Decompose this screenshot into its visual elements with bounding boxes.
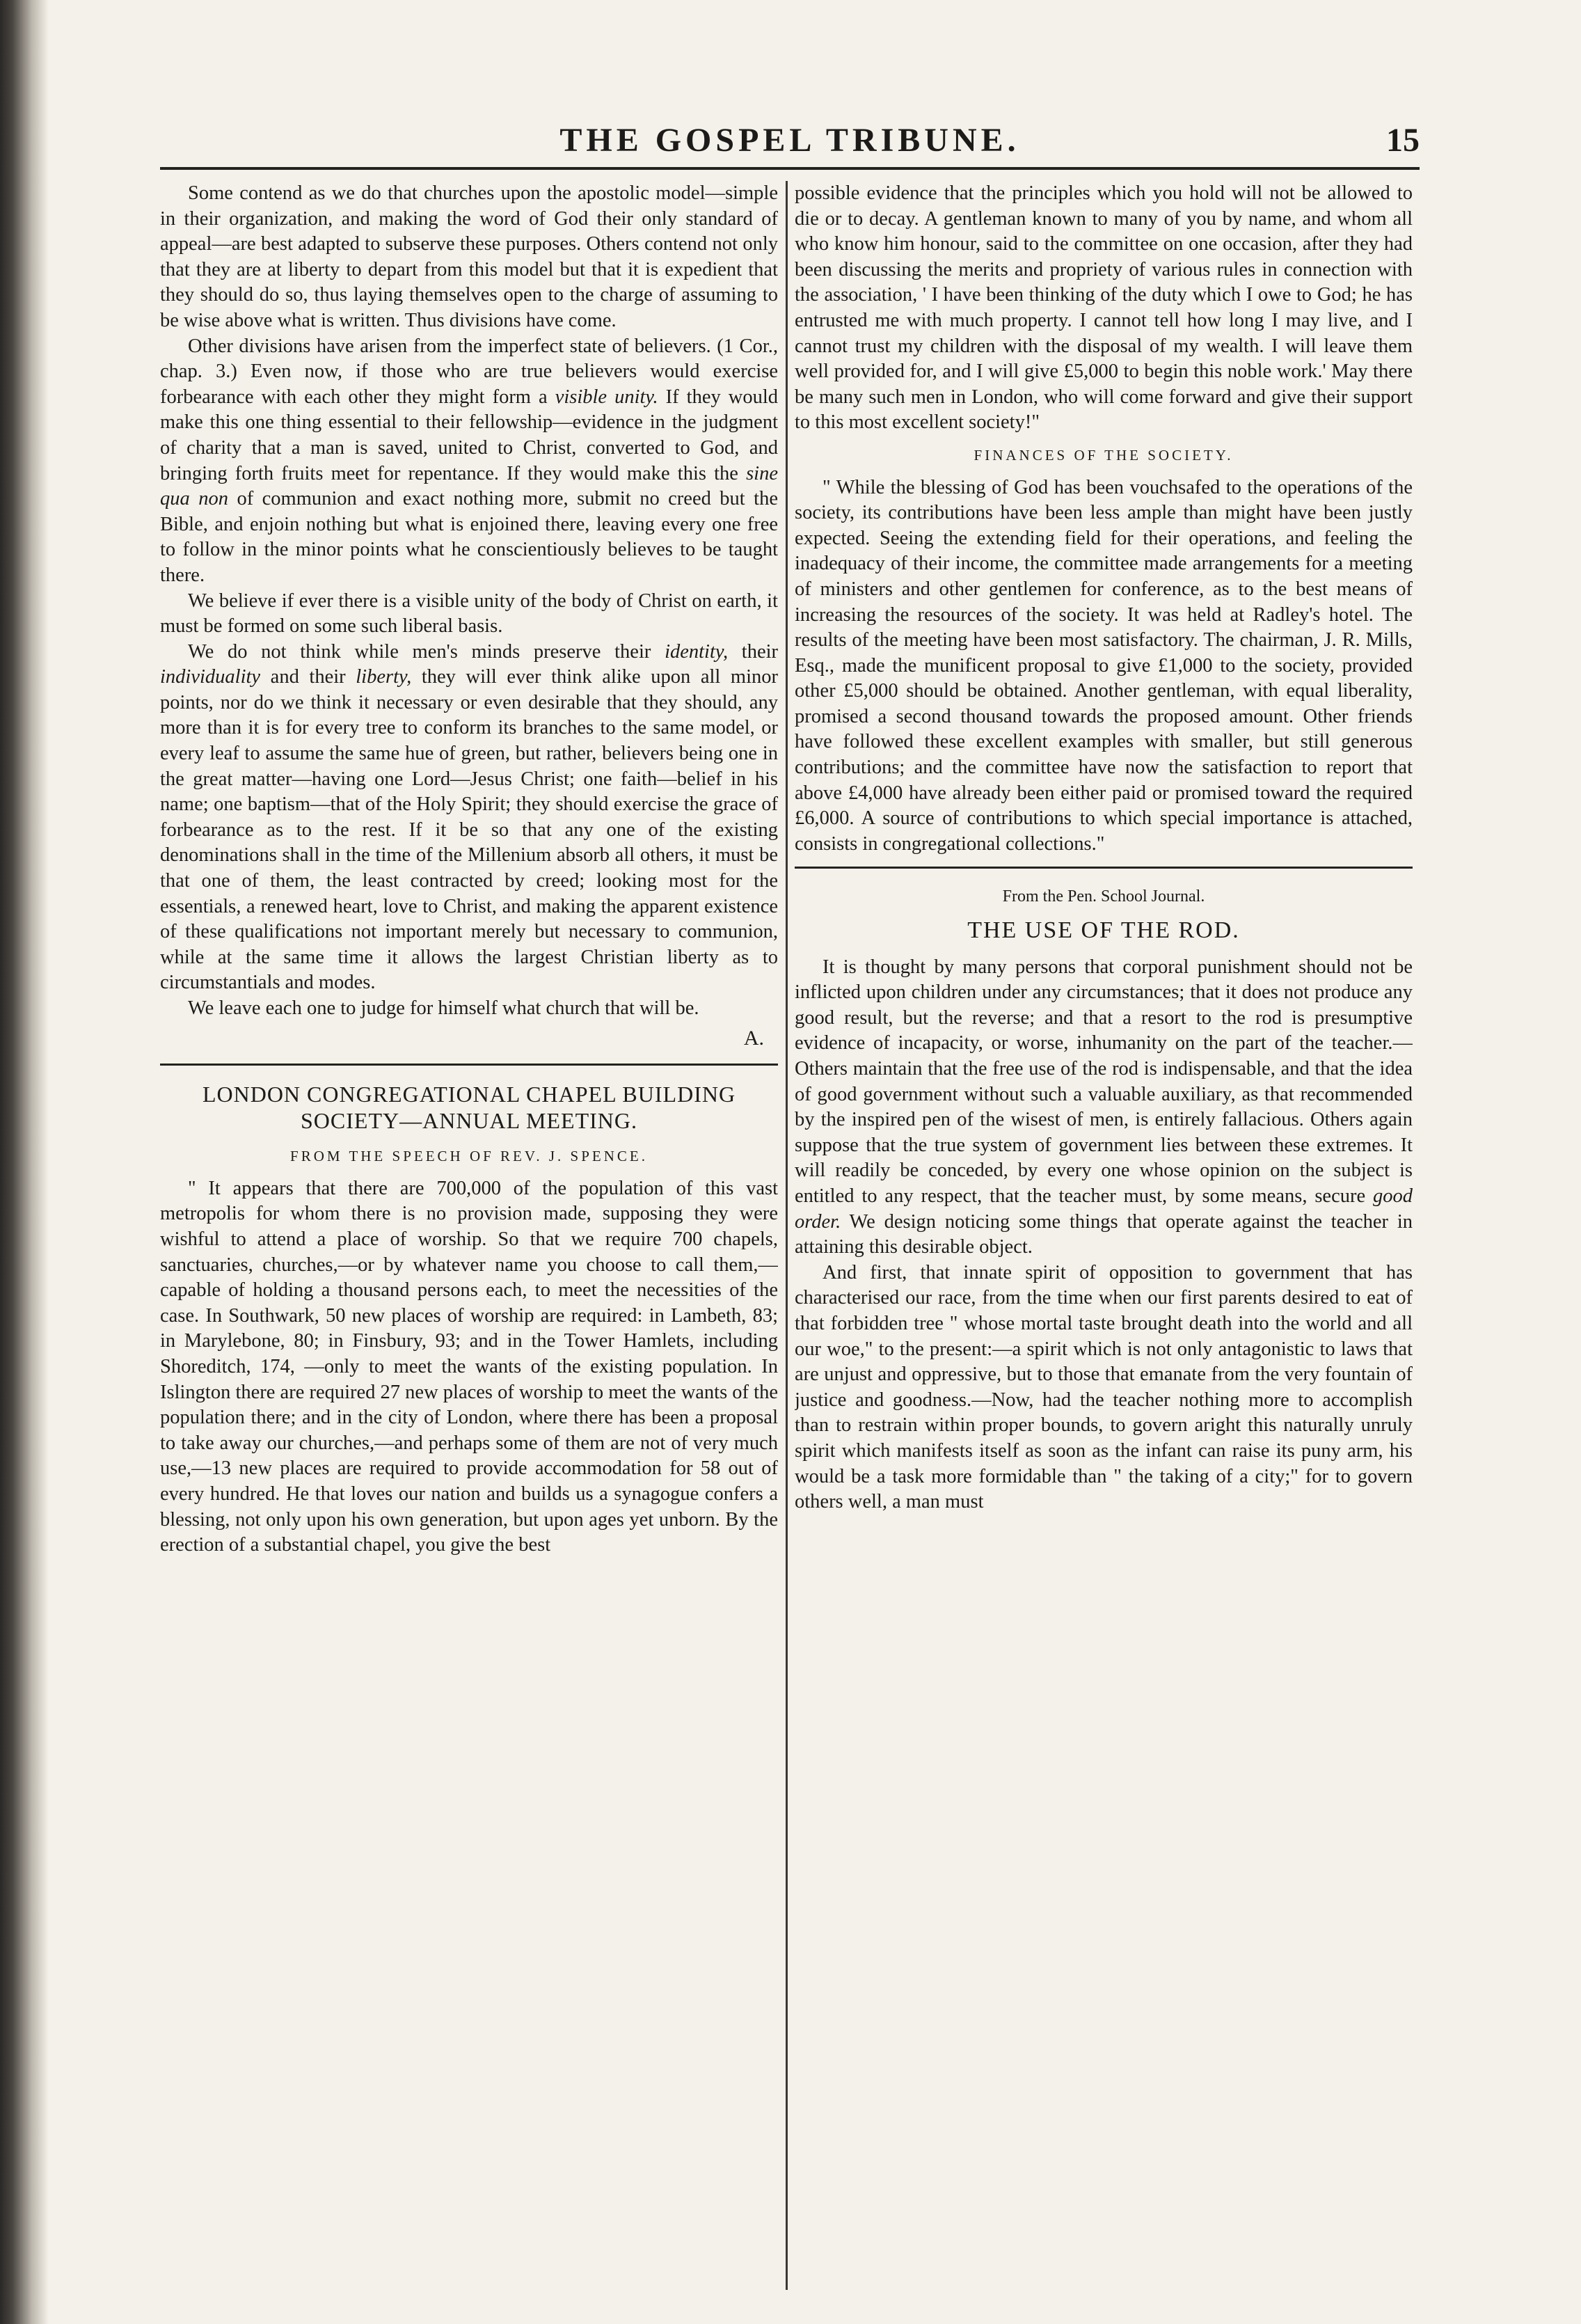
paragraph: It is thought by many persons that corporal punishment should not be inflicted upon children under any circumstances; that it does not produce any good result, but the reverse; and that a resort to the rod is presumptive evidence of incapacity, or worse, inhumanity on the part of the teacher.—Others maintain that the free use of the rod is indispensable, and that the idea of good government without such a valuable auxiliary, as that recommended by the inspired pen of the wisest of men, is entirely fallacious. Others again suppose that the true system of government lies between these extremes. It will readily be conceded, by every one whose opinion on the subject is entitled to any respect, that the teacher must, by some means, secure good order. We design noticing some things that operate against the teacher in attaining this desirable object. (795, 956, 1413, 1258)
section-subhead: FINANCES OF THE SOCIETY. (974, 446, 1234, 464)
page-number: 15 (1386, 122, 1420, 159)
paragraph: We do not think while men's minds preserve their identity, their individuality and their liberty, they will ever think alike upon all minor points, nor do we think it necessary or even desirable that they should, any more than it is for every tree to conform its branches to the same model, or every leaf to assume the same hue of green, but rather, believers being one in the great matter—having one Lord—Jesus Christ; one faith—belief in his name; one baptism—that of the Holy Spirit; they should exercise the grace of forbearance as to the rest. If it be so that any one of the existing denominations shall in the time of the Millenium absorb all others, it must be that one of them, the least contracted by creed; looking most for the essentials, a renewed heart, love to Christ, and making the apparent existence of these qualifications not important merely but necessary to communion, while at the same time it allows the largest Christian liberty as to circumstantials and modes. (160, 640, 778, 994)
italic-text: liberty, (356, 666, 412, 688)
paragraph: Some contend as we do that churches upon the apostolic model—simple in their organization, and making the word of God their only standard of appeal—are best adapted to subserve these purposes. Others contend not only that they are at liberty to depart from this model but that it is expedient that they should do so, thus laying themselves open to the charge of assuming to be wise above what is written. Thus divisions have come. (160, 182, 778, 331)
paragraph: We leave each one to judge for himself what church that will be. (188, 997, 699, 1019)
running-title: THE GOSPEL TRIBUNE. (559, 122, 1020, 159)
article-subhead: FROM THE SPEECH OF REV. J. SPENCE. (290, 1148, 648, 1165)
page-header (160, 118, 1420, 170)
paragraph: Other divisions have arisen from the imperfect state of believers. (1 Cor., chap. 3.) Even now, if those who are true believers would exercise forbearance with each other they might form a visible unity. If they would make this one thing essential to their fellowship—evidence in the judgment of charity that a man is saved, united to Christ, converted to God, and bringing forth fruits meet for repentance. If they would make this the sine qua non of communion and exact nothing more, submit no creed but the Bible, and enjoin nothing but what is enjoined there, leaving every one free to follow in the minor points what he conscientiously believes to be taught there. (160, 335, 778, 586)
paragraph: We believe if ever there is a visible unity of the body of Christ on earth, it must be formed on some such liberal basis. (160, 590, 778, 638)
columns (160, 181, 1420, 2290)
paragraph: " It appears that there are 700,000 of the population of this vast metropolis for whom there is no provision made, supposing they were wishful to attend a place of worship. So that we require 700 chapels, sanctuaries, churches,—or by whatever name you choose to call them,—capable of holding a thousand persons each, to meet the necessities of the case. In Southwark, 50 new places of worship are required: in Lambeth, 83; in Marylebone, 80; in Finsbury, 93; and in the Tower Hamlets, including Shoreditch, 174, —only to meet the wants of the existing population. In Islington there are required 27 new places of worship to meet the wants of the population there; and in the city of London, where there has been a proposal to take away our churches,—and perhaps some of them are not of very much use,—13 new places are required to provide accommodation for 58 out of every hundred. He that loves our nation and builds us a synagogue confers a blessing, not only upon his own generation, but upon ages yet unborn. By the erection of a substantial chapel, you give the best (160, 1177, 778, 1556)
italic-text: good order. (795, 1185, 1413, 1233)
left-column (160, 181, 778, 2290)
scan-edge (0, 0, 49, 2324)
newspaper-page (160, 118, 1420, 2297)
column-rule (786, 181, 788, 2290)
article-title: THE USE OF THE ROD. (967, 917, 1240, 944)
article-source: From the Pen. School Journal. (1002, 887, 1205, 906)
divider (795, 867, 1413, 869)
italic-text: individuality (160, 666, 261, 688)
divider (160, 1064, 778, 1066)
article-title: LONDON CONGREGATIONAL CHAPEL BUILDING SOCIETY—ANNUAL MEETING. (202, 1082, 736, 1134)
italic-text: sine qua non (160, 462, 778, 510)
paragraph: " While the blessing of God has been vouchsafed to the operations of the society, its contributions have been less ample than might have been justly expected. Seeing the extending field for their operations, and feeling the inadequacy of their income, the committee made arrangements for a meeting of ministers and other gentlemen for conference, as to the best means of increasing the resources of the society. It was held at Radley's hotel. The results of the meeting have been most satisfactory. The chairman, J. R. Mills, Esq., made the munificent proposal to give £1,000 to the society, provided other £5,000 should be obtained. Another gentleman, with equal liberality, promised a second thousand towards the proposed amount. Other friends have followed these excellent examples with smaller, but still generous contributions; and the committee have now the satisfaction to report that above £4,000 have already been either paid or promised toward the required £6,000. A source of contributions to which special importance is attached, consists in congregational collections." (795, 476, 1413, 855)
paragraph: possible evidence that the principles which you hold will not be allowed to die or to decay. A gentleman known to many of you by name, and whom all who know him honour, said to the committee on one occasion, after they had been discussing the merits and propriety of various rules in connection with the association, ' I have been thinking of the duty which I owe to God; he has entrusted me with much property. I cannot tell how long I may live, and I cannot trust my children with the disposal of my wealth. I will leave them well provided for, and I will give £5,000 to begin this noble work.' May there be many such men in London, who will come forward and give their support to this most excellent society!" (795, 182, 1413, 434)
italic-text: identity, (665, 640, 729, 663)
italic-text: visible unity. (555, 386, 658, 408)
right-column (795, 181, 1413, 2290)
signature: A. (743, 1026, 764, 1050)
paragraph: And first, that innate spirit of opposition to government that has characterised our race, from the time when our first parents desired to eat of that forbidden tree " whose mortal taste brought death into the world and all our woe," to the present:—a spirit which is not only antagonistic to laws that are unjust and oppressive, but to those that emanate from the very fountain of justice and goodness.—Now, had the teacher nothing more to accomplish than to restrain within proper bounds, to govern aright this naturally unruly spirit which manifests itself as soon as the infant can raise its puny arm, his would be a task more formidable than " the taking of a city;" for to govern others well, a man must (795, 1261, 1413, 1513)
